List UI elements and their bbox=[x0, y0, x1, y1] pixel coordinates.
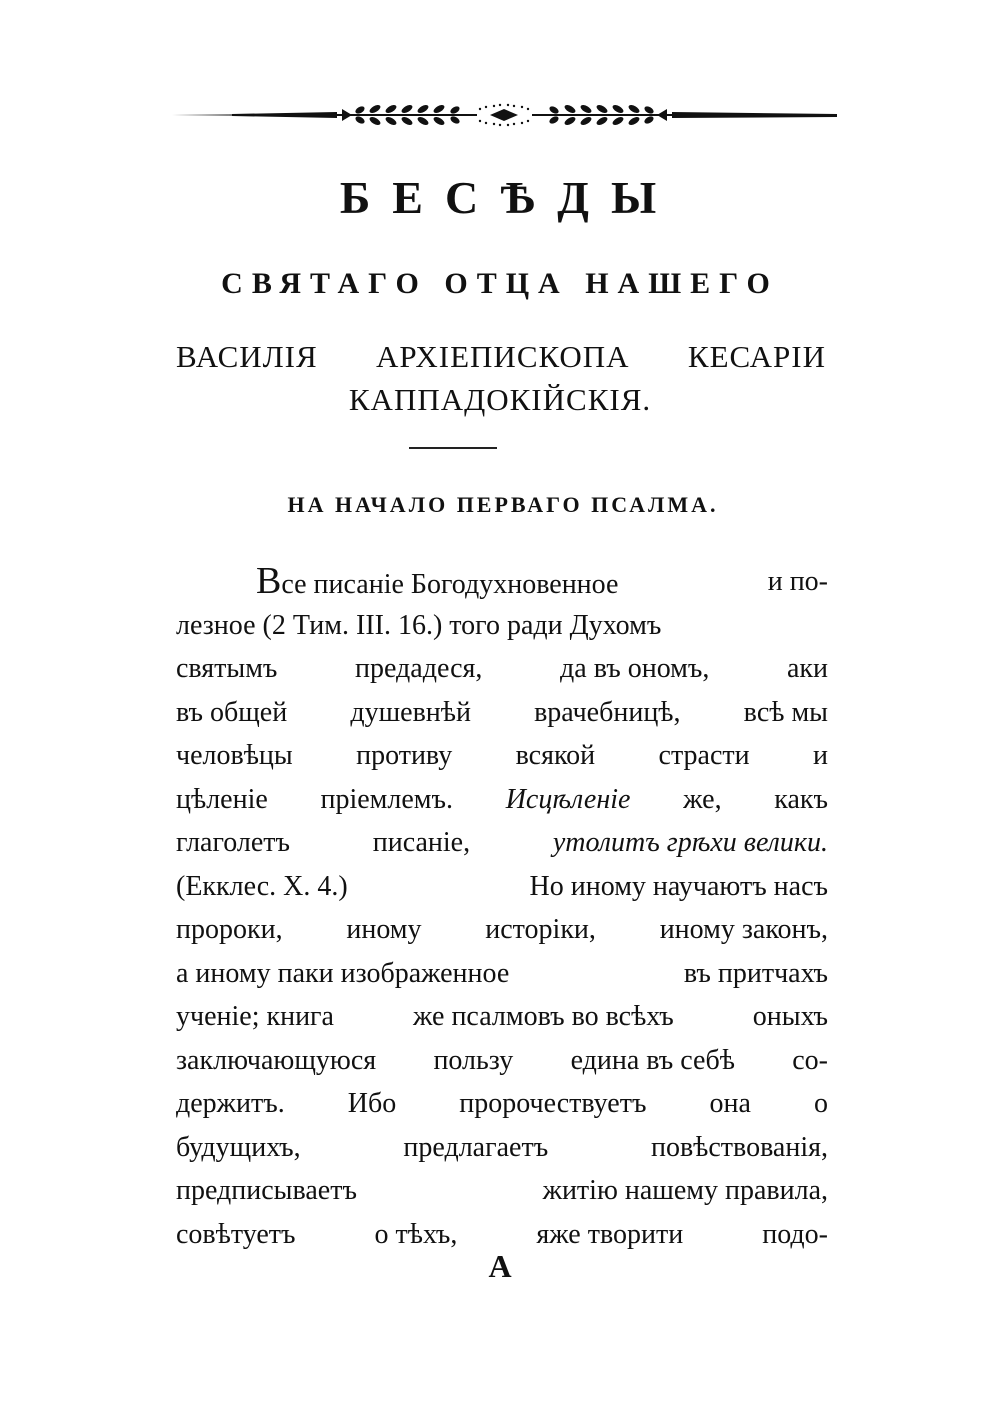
floral-ornament-rule bbox=[172, 100, 837, 130]
text-fragment: исторіки, bbox=[485, 914, 596, 945]
text-line bbox=[176, 647, 828, 691]
italic-quote: утолитъ грѣхи велики. bbox=[552, 827, 828, 858]
page-title: БЕСѢДЫ bbox=[339, 172, 679, 223]
text-fragment: (Екклес. X. 4.) bbox=[176, 870, 348, 902]
text-fragment: врачебницѣ, bbox=[534, 696, 681, 728]
drop-cap: В bbox=[256, 560, 282, 602]
text-fragment: повѣствованія, bbox=[650, 1131, 828, 1163]
signature-mark: А bbox=[488, 1248, 512, 1284]
text-fragment: страсти bbox=[658, 740, 750, 771]
text-line bbox=[176, 821, 828, 865]
text-fragment: пророчествуетъ bbox=[459, 1088, 647, 1119]
italic-quote: Исцѣленіе bbox=[505, 783, 631, 815]
text-fragment: иному законъ, bbox=[659, 914, 828, 945]
text-fragment: Но иному научаютъ насъ bbox=[529, 870, 828, 902]
text-fragment: въ общей bbox=[176, 696, 288, 728]
text-fragment: яже творити bbox=[536, 1218, 684, 1250]
divider-rule bbox=[409, 447, 497, 449]
text-fragment: всякой bbox=[515, 740, 596, 771]
text-fragment: душевнѣй bbox=[350, 696, 471, 728]
text-fragment: да въ ономъ, bbox=[560, 653, 710, 684]
text-line bbox=[176, 908, 828, 952]
text-fragment: человѣцы bbox=[176, 740, 293, 771]
text-fragment: о тѣхъ, bbox=[374, 1218, 458, 1250]
text-fragment: ученіе; книга bbox=[176, 1001, 334, 1032]
text-line bbox=[176, 691, 828, 735]
text-fragment: она bbox=[709, 1088, 751, 1119]
text-fragment: глаголетъ bbox=[176, 827, 290, 858]
text-fragment: пророки, bbox=[176, 914, 283, 945]
text-fragment: совѣтуетъ bbox=[176, 1218, 296, 1250]
text-fragment: о bbox=[813, 1088, 828, 1119]
text-line bbox=[176, 1039, 828, 1083]
text-line bbox=[176, 952, 828, 996]
text-line bbox=[176, 865, 828, 909]
text-fragment: едина въ себѣ bbox=[570, 1044, 735, 1076]
author-word: АРХІЕПИСКОПА bbox=[375, 339, 630, 374]
text-fragment: и bbox=[813, 740, 828, 771]
text-fragment: цѣленіе bbox=[176, 783, 268, 815]
text-fragment: какъ bbox=[774, 783, 828, 815]
text-line bbox=[176, 1169, 828, 1213]
text-fragment: и по- bbox=[767, 566, 828, 597]
text-fragment: писаніе, bbox=[372, 827, 471, 858]
page-subtitle: СВЯТАГО ОТЦА НАШЕГО bbox=[221, 267, 779, 300]
text-fragment: заключающуюся bbox=[176, 1044, 377, 1076]
text-fragment: противу bbox=[356, 740, 453, 771]
text-fragment: со- bbox=[792, 1044, 828, 1076]
text-fragment bbox=[256, 560, 618, 604]
author-line-2: КАППАДОКІЙСКІЯ. bbox=[348, 382, 652, 417]
text-fragment: будущихъ, bbox=[176, 1131, 301, 1163]
text-fragment: пріемлемъ. bbox=[320, 783, 453, 815]
text-fragment: иному bbox=[346, 914, 422, 945]
text-line bbox=[176, 995, 828, 1039]
text-fragment: Ибо bbox=[347, 1088, 397, 1119]
text-fragment: вcѣ мы bbox=[743, 696, 828, 728]
author-line-1 bbox=[176, 335, 826, 379]
text-fragment: же, bbox=[683, 783, 722, 815]
body-text bbox=[176, 560, 828, 1256]
text-fragment: предадеся, bbox=[355, 653, 483, 684]
text-fragment: предписываетъ bbox=[176, 1175, 357, 1206]
ornament-icon bbox=[172, 100, 837, 130]
text-fragment: пользу bbox=[433, 1044, 514, 1076]
text-fragment: житію нашему правила, bbox=[542, 1175, 828, 1206]
section-heading: НА НАЧАЛО ПЕРВАГО ПСАЛМА. bbox=[287, 492, 719, 517]
author-word: ВАСИЛІЯ bbox=[176, 339, 318, 374]
text-fragment: оныхъ bbox=[752, 1001, 828, 1032]
text-fragment: святымъ bbox=[176, 653, 278, 684]
author-word: КЕСАРІИ bbox=[687, 339, 826, 374]
text-fragment: а иному паки изображенное bbox=[176, 957, 510, 989]
text-fragment: аки bbox=[786, 653, 828, 684]
text-fragment: въ притчахъ bbox=[683, 957, 828, 989]
text-fragment: держитъ. bbox=[176, 1088, 285, 1119]
text-fragment: се писаніе Богодухновенное bbox=[281, 569, 619, 600]
text-line bbox=[176, 604, 828, 648]
text-line bbox=[176, 1082, 828, 1126]
text-fragment: лезное (2 Тим. III. 16.) того ради Духомъ bbox=[176, 609, 662, 641]
text-line bbox=[176, 778, 828, 822]
text-line bbox=[176, 734, 828, 778]
text-fragment: подо- bbox=[762, 1218, 828, 1250]
text-line bbox=[176, 1126, 828, 1170]
text-line bbox=[176, 560, 828, 604]
text-fragment: предлагаетъ bbox=[403, 1131, 549, 1163]
text-fragment: же псалмовъ во всѣхъ bbox=[413, 1001, 674, 1032]
